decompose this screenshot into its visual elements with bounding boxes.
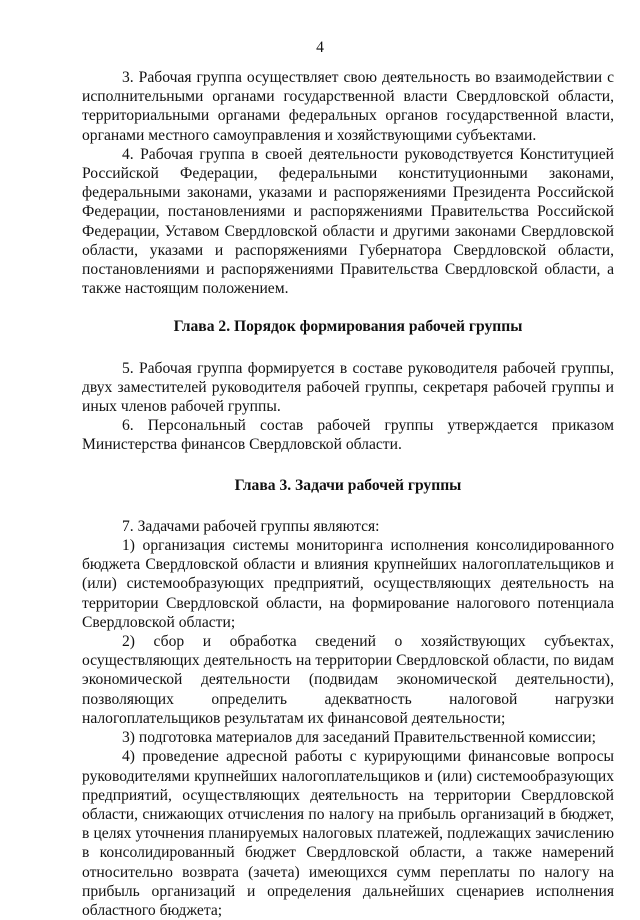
page-number: 4 — [316, 39, 324, 56]
paragraph-7: 7. Задачами рабочей группы являются: — [122, 517, 380, 535]
chapter-2-heading: Глава 2. Порядок формирования рабочей группы — [173, 318, 523, 336]
paragraph-3: 3. Рабочая группа осуществляет свою деятельность во взаимодействии с исполнительными органами государственной власти Свердловской области, территориальными органами федеральных органов государственной власти, органами местного самоуправления и хозяйствующими субъектами. — [82, 69, 614, 144]
paragraph-5: 5. Рабочая группа формируется в составе руководителя рабочей группы, двух заместителей руководителя рабочей группы, секретаря рабочей группы и иных членов рабочей группы. — [82, 359, 614, 416]
list-item-2: 2) сбор и обработка сведений о хозяйствующих субъектах, осуществляющих деятельность на территории Свердловской области, по видам экономической деятельности (подвидам экономической деятельности), позволяющих определить адекватность налоговой нагрузки налогоплательщиков результатам их финансовой деятельности; — [82, 633, 614, 727]
list-item-3: 3) подготовка материалов для заседаний Правительственной комиссии; — [122, 729, 596, 747]
paragraph-4: 4. Рабочая группа в своей деятельности руководствуется Конституцией Российской Федерации, федеральными конституционными законами, федеральными законами, указами и распоряжениями Президента Российской Федерации, постановлениями и распоряжениями Правительства Российской Федерации, Уставом Свердловской области и другими законами Свердловской области, указами и распоряжениями Губернатора Свердловской области, постановлениями и распоряжениями Правительства Свердловской области, а также настоящим положением. — [82, 145, 614, 298]
document-body — [82, 68, 614, 920]
chapter-3-heading: Глава 3. Задачи рабочей группы — [234, 476, 462, 494]
list-item-4: 4) проведение адресной работы с курирующими финансовые вопросы руководителями крупнейших налогоплательщиков и (или) системообразующих предприятий, осуществляющих деятельность на территории Свердловской области, снижающих отчисления по налогу на прибыль организаций в бюджет, в целях уточнения планируемых налоговых платежей, подлежащих зачислению в консолидированный бюджет Свердловской области, а также намерений относительно возврата (зачета) имеющихся сумм переплаты по налогу на прибыль организаций и определения дальнейших сценариев исполнения областного бюджета; — [82, 748, 614, 919]
list-item-1: 1) организация системы мониторинга исполнения консолидированного бюджета Свердловской области и влияния крупнейших налогоплательщиков и (или) системообразующих предприятий, осуществляющих деятельность на территории Свердловской области, на формирование налогового потенциала Свердловской области; — [82, 537, 614, 631]
paragraph-6: 6. Персональный состав рабочей группы утверждается приказом Министерства финансов Свердловской области. — [82, 417, 614, 454]
